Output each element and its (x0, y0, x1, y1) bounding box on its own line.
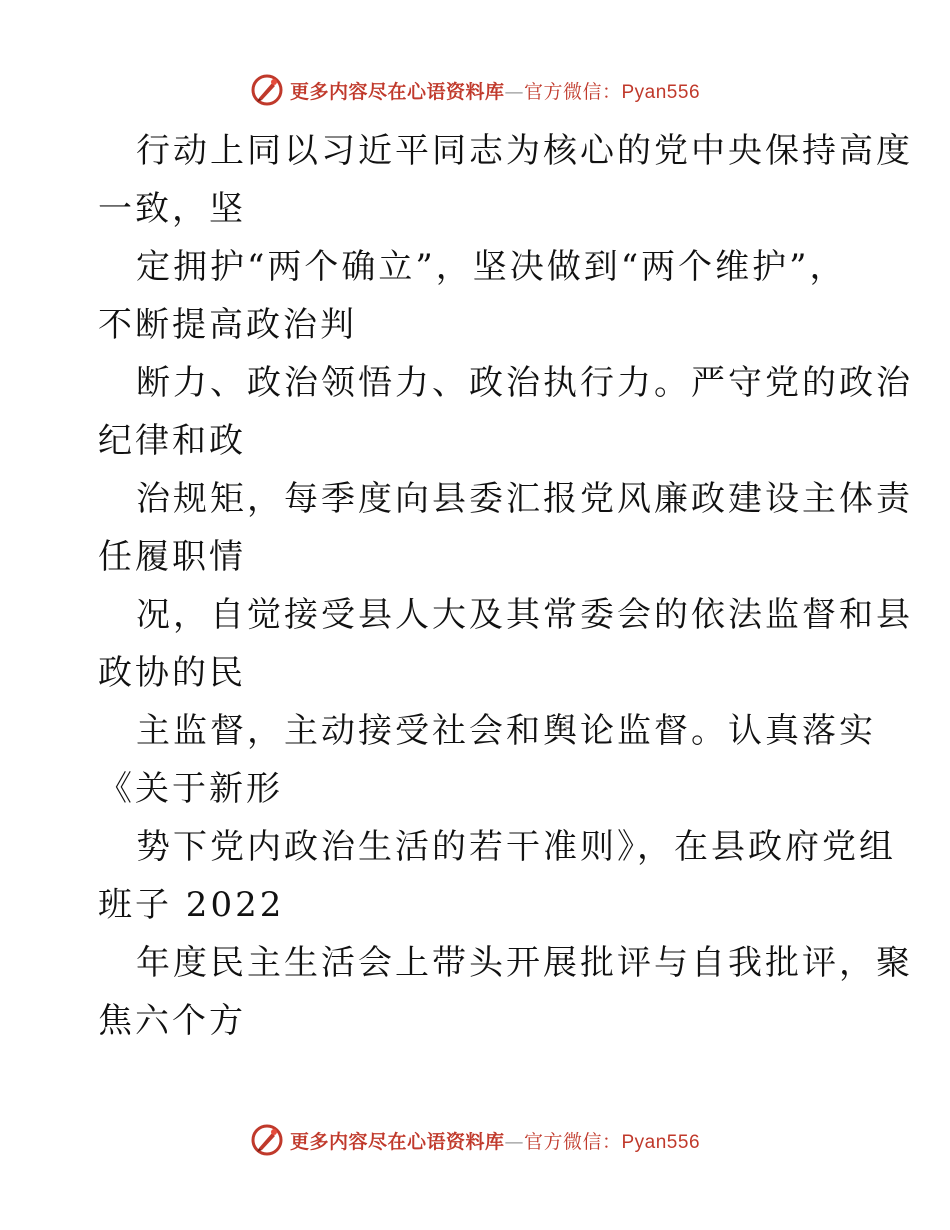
footer-banner-text (290, 1127, 700, 1154)
footer-brand-text: 更多内容尽在心语资料库 (289, 1130, 505, 1153)
body-line: 主监督，主动接受社会和舆论监督。认真落实 (136, 711, 876, 751)
body-line: 《关于新形 (98, 769, 283, 809)
header-banner (0, 70, 950, 110)
body-line: 断力、政治领悟力、政治执行力。严守党的政治 (136, 363, 913, 403)
body-line: 任履职情 (98, 537, 246, 577)
body-line: 不断提高政治判 (98, 305, 357, 345)
header-wechat-label: 官方微信： (523, 80, 622, 103)
footer-wechat-id: Pyan556 (621, 1131, 701, 1153)
body-line: 势下党内政治生活的若干准则》，在县政府党组 (136, 827, 896, 867)
body-line: 焦六个方 (98, 1001, 246, 1041)
body-line: 政协的民 (98, 653, 246, 693)
header-wechat-id: Pyan556 (621, 81, 701, 103)
body-line: 况，自觉接受县人大及其常委会的依法监督和县 (136, 595, 913, 635)
body-line: 纪律和政 (98, 421, 246, 461)
header-brand-text: 更多内容尽在心语资料库 (289, 80, 505, 103)
header-banner-text (290, 77, 700, 104)
body-line: 定拥护“两个确立”，坚决做到“两个维护”， (136, 247, 847, 287)
footer-banner-inner (250, 1123, 700, 1157)
body-line: 治规矩，每季度向县委汇报党风廉政建设主体责 (136, 479, 913, 519)
pen-logo-icon (250, 73, 284, 107)
document-body (98, 122, 913, 1050)
pen-logo-icon (250, 1123, 284, 1157)
body-line: 班子 2022 (98, 885, 285, 925)
header-separator: — (504, 80, 524, 103)
footer-separator: — (504, 1130, 524, 1153)
body-line: 行动上同以习近平同志为核心的党中央保持高度 (136, 131, 913, 171)
footer-banner (0, 1120, 950, 1160)
header-banner-inner (250, 73, 700, 107)
body-line: 年度民主生活会上带头开展批评与自我批评，聚 (136, 943, 913, 983)
footer-wechat-label: 官方微信： (523, 1130, 622, 1153)
body-line: 一致，坚 (98, 189, 246, 229)
